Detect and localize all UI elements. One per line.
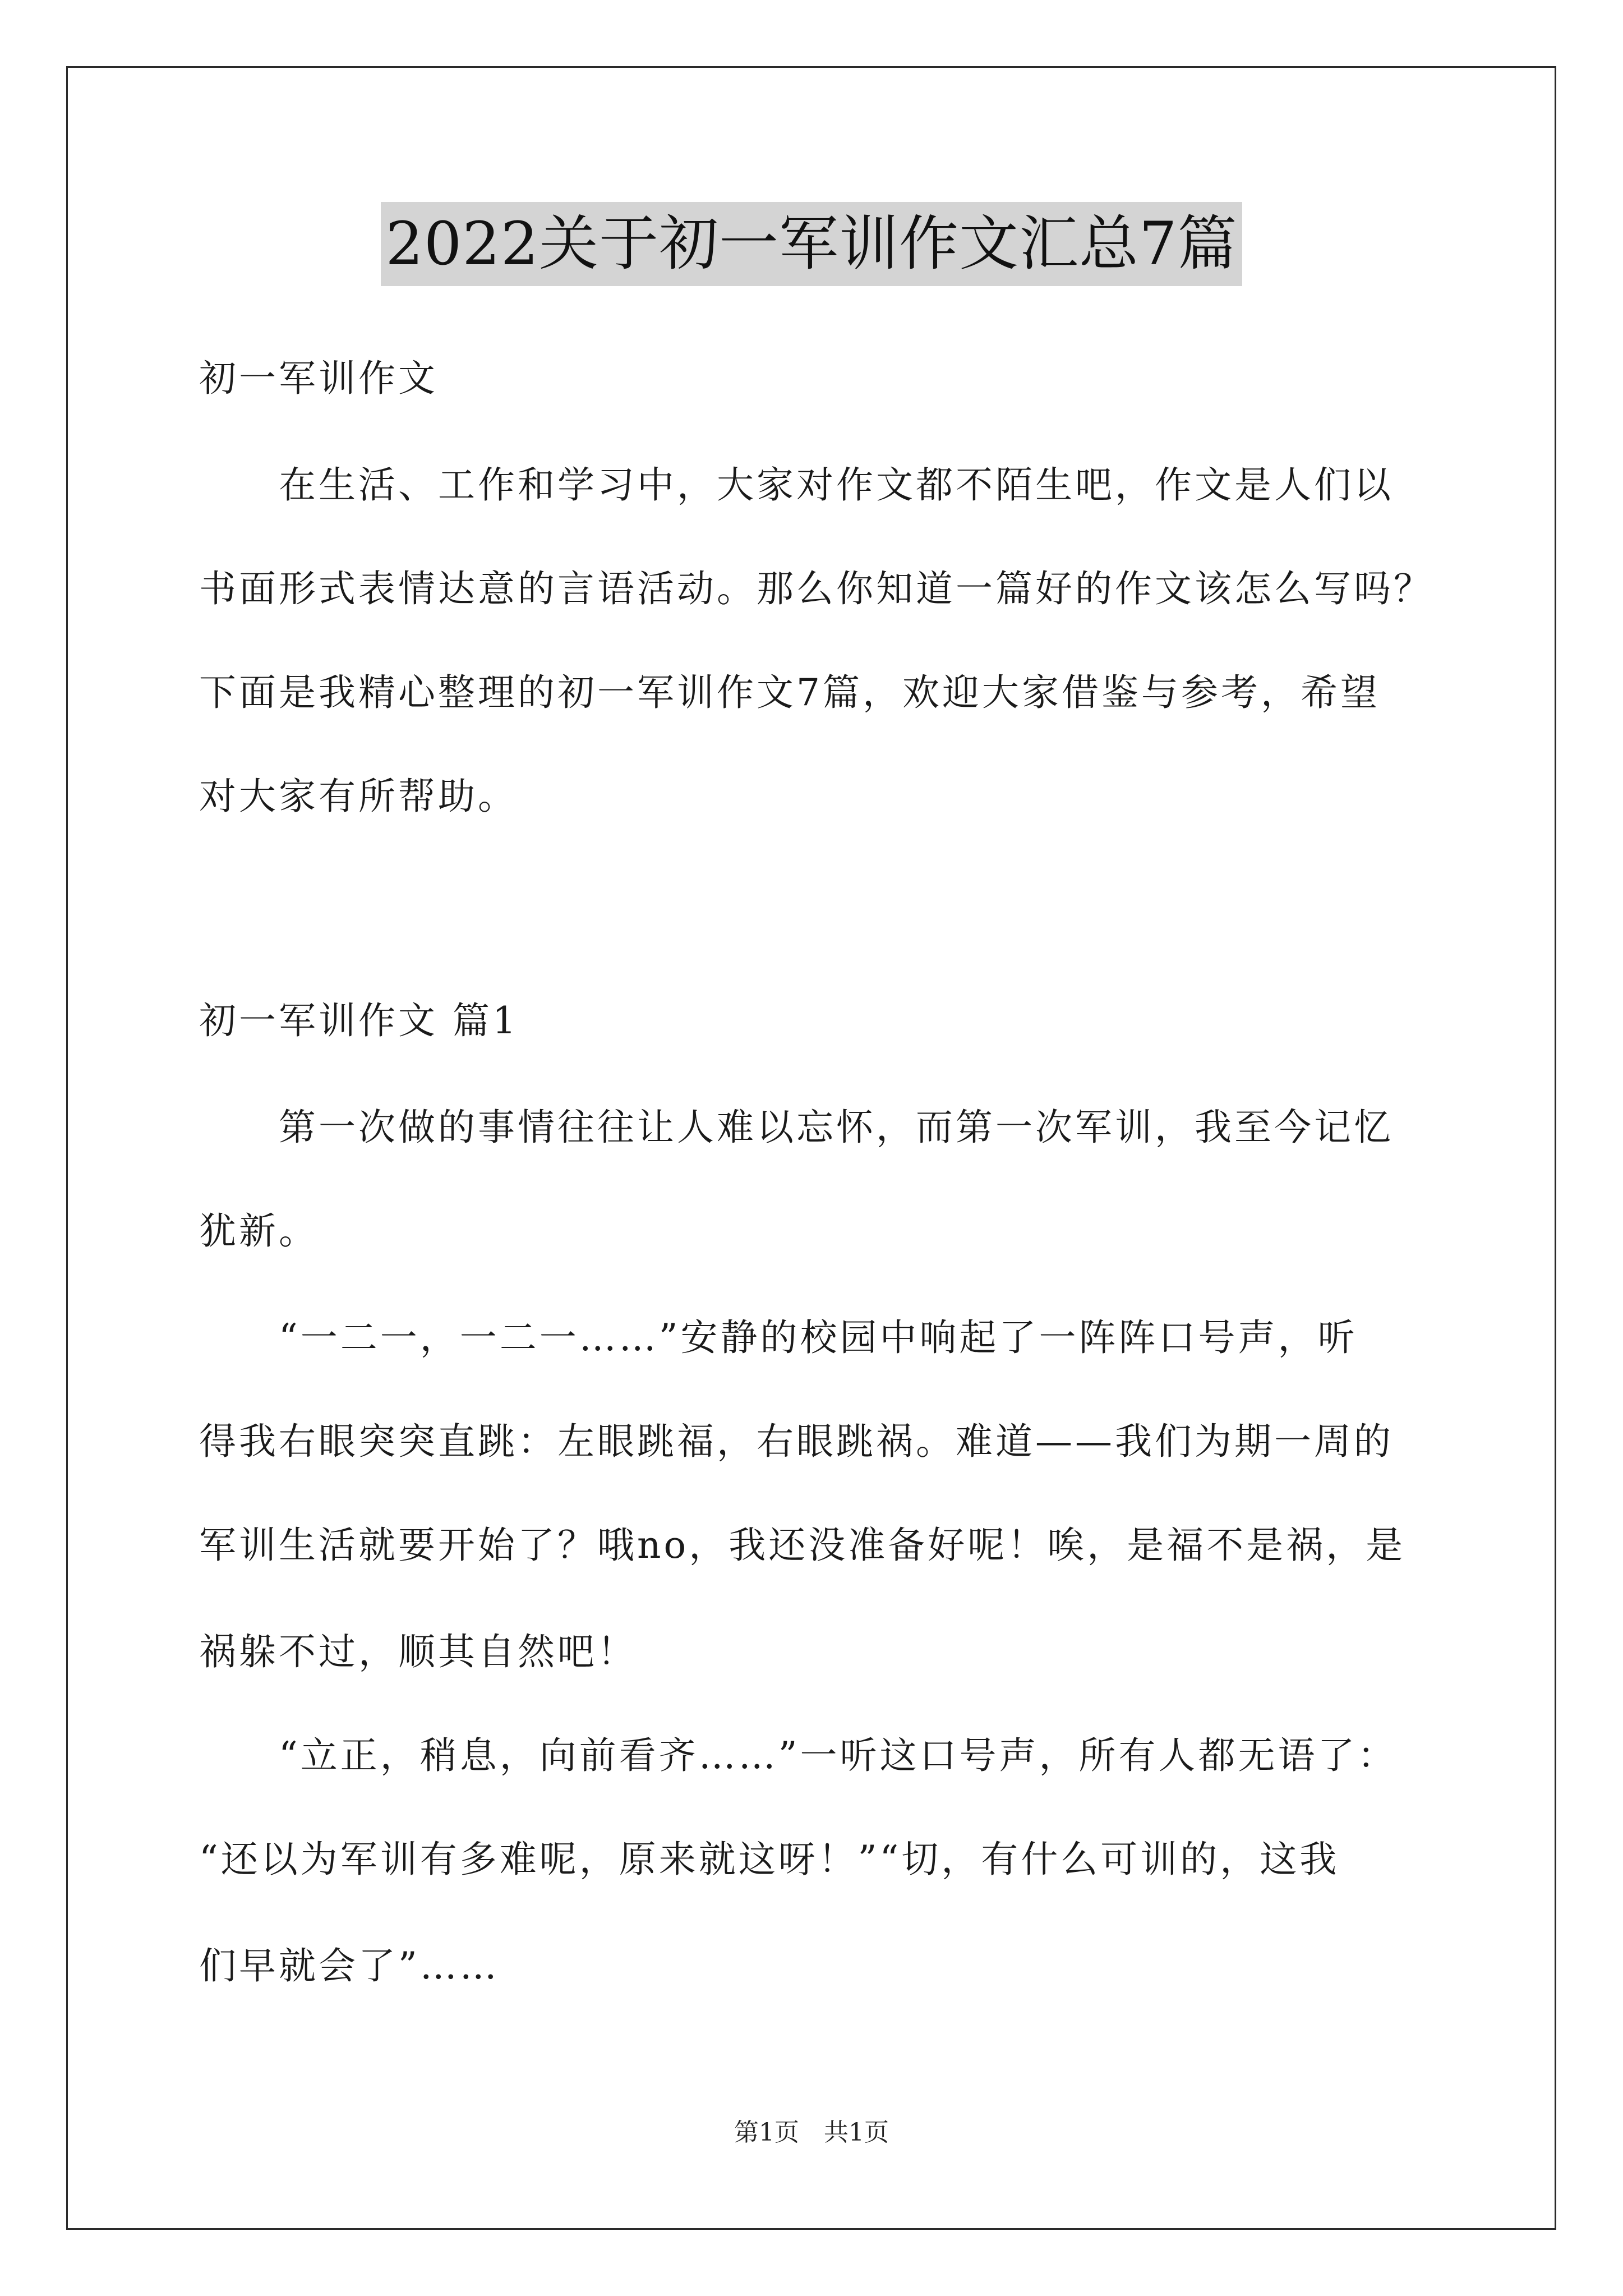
paragraph-line: “一二一，一二一……”安静的校园中响起了一阵阵口号声，听 xyxy=(199,1316,1358,1359)
paragraph-line: “还以为军训有多难呢，原来就这呀！”“切，有什么可训的，这我 xyxy=(199,1838,1340,1881)
paragraph-line: 军训生活就要开始了？哦no，我还没准备好呢！唉，是福不是祸，是 xyxy=(199,1524,1406,1567)
paragraph-line: 在生活、工作和学习中，大家对作文都不陌生吧，作文是人们以 xyxy=(199,463,1394,507)
document-title: 2022关于初一军训作文汇总7篇 xyxy=(381,202,1242,286)
paragraph-line: 们早就会了”…… xyxy=(199,1944,500,1987)
paragraph-line: 书面形式表情达意的言语活动。那么你知道一篇好的作文该怎么写吗？ xyxy=(199,567,1433,610)
section-heading: 初一军训作文 xyxy=(199,357,438,400)
paragraph-line: 祸躲不过，顺其自然吧！ xyxy=(199,1630,637,1673)
paragraph-line: 犹新。 xyxy=(199,1209,319,1253)
title-container xyxy=(0,202,1623,286)
paragraph-line: 下面是我精心整理的初一军训作文7篇，欢迎大家借鉴与参考，希望 xyxy=(199,671,1380,714)
paragraph-line: 得我右眼突突直跳：左眼跳福，右眼跳祸。难道——我们为期一周的 xyxy=(199,1420,1394,1463)
paragraph-line: 第一次做的事情往往让人难以忘怀，而第一次军训，我至今记忆 xyxy=(199,1106,1394,1149)
paragraph-line: 对大家有所帮助。 xyxy=(199,775,518,818)
section-heading: 初一军训作文 篇1 xyxy=(199,999,519,1042)
paragraph-line: “立正，稍息，向前看齐……”一听这口号声，所有人都无语了： xyxy=(199,1734,1398,1777)
page-number-footer: 第1页 共1页 xyxy=(734,2118,889,2147)
